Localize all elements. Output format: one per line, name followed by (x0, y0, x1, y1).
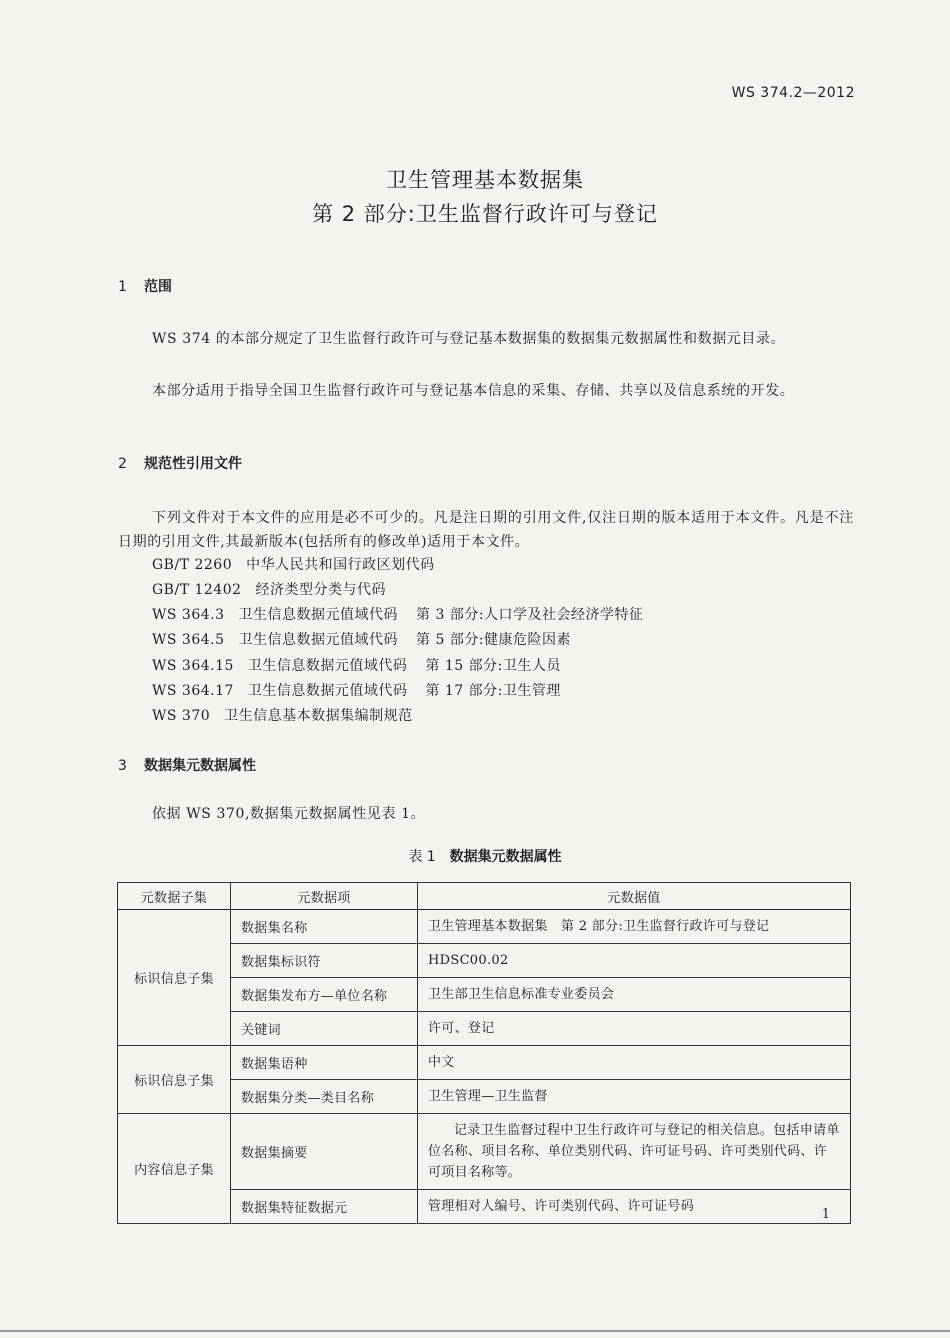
normative-reference (152, 554, 435, 574)
reference-code: GB/T 2260 (152, 557, 233, 573)
table-row (118, 1114, 851, 1190)
column-header: 元数据子集 (118, 883, 231, 910)
metadata-subset-cell: 标识信息子集 (118, 910, 231, 1046)
reference-title: 卫生信息基本数据集编制规范 (224, 708, 413, 724)
section-1-paragraph-2: 本部分适用于指导全国卫生监督行政许可与登记基本信息的采集、存储、共享以及信息系统的开发。 (152, 383, 795, 399)
normative-reference (152, 705, 413, 725)
document-subtitle: 第 2 部分:卫生监督行政许可与登记 (312, 202, 658, 226)
section-title: 规范性引用文件 (144, 456, 242, 472)
table-caption-text: 数据集元数据属性 (449, 849, 562, 865)
metadata-item-cell: 数据集标识符 (231, 944, 418, 978)
metadata-value-cell: 管理相对人编号、许可类别代码、许可证号码 (418, 1190, 851, 1224)
metadata-value-cell: 卫生管理基本数据集 第 2 部分:卫生监督行政许可与登记 (418, 910, 851, 944)
table-row (118, 1046, 851, 1080)
table-caption (0, 846, 950, 866)
reference-part: 第 15 部分:卫生人员 (425, 658, 561, 674)
column-header: 元数据值 (418, 883, 851, 910)
standard-code: WS 374.2—2012 (731, 85, 855, 101)
reference-part: 第 5 部分:健康危险因素 (416, 632, 572, 648)
column-header: 元数据项 (231, 883, 418, 910)
table-row (118, 910, 851, 944)
section-number: 3 (118, 758, 127, 774)
metadata-item-cell: 数据集特征数据元 (231, 1190, 418, 1224)
reference-code: WS 370 (152, 708, 211, 724)
section-2-heading (118, 453, 242, 473)
normative-reference (152, 655, 561, 675)
reference-code: WS 364.17 (152, 683, 234, 699)
reference-code: WS 364.3 (152, 607, 225, 623)
metadata-item-cell: 关键词 (231, 1012, 418, 1046)
table-header-row (118, 883, 851, 910)
metadata-item-cell: 数据集摘要 (231, 1114, 418, 1190)
section-3-heading (118, 755, 256, 775)
reference-title: 卫生信息数据元值域代码 (247, 658, 408, 674)
metadata-item-cell: 数据集分类—类目名称 (231, 1080, 418, 1114)
section-title: 数据集元数据属性 (144, 758, 256, 774)
document-title: 卫生管理基本数据集 (386, 168, 584, 192)
metadata-subset-cell: 标识信息子集 (118, 1046, 231, 1114)
reference-code: GB/T 12402 (152, 582, 242, 598)
section-1-paragraph-1: WS 374 的本部分规定了卫生监督行政许可与登记基本数据集的数据集元数据属性和数据元目录。 (152, 331, 786, 347)
section-title: 范围 (144, 279, 172, 295)
reference-title: 经济类型分类与代码 (255, 582, 387, 598)
section-3-paragraph: 依据 WS 370,数据集元数据属性见表 1。 (152, 806, 426, 822)
normative-reference (152, 629, 571, 649)
reference-part: 第 17 部分:卫生管理 (425, 683, 561, 699)
section-number: 2 (118, 456, 127, 472)
table-number: 表 1 (408, 849, 436, 865)
normative-reference (152, 680, 561, 700)
page-number: 1 (821, 1207, 830, 1222)
section-1-heading (118, 276, 172, 296)
reference-code: WS 364.15 (152, 658, 234, 674)
reference-part: 第 3 部分:人口学及社会经济学特征 (416, 607, 644, 623)
reference-title: 卫生信息数据元值域代码 (238, 607, 399, 623)
normative-reference (152, 579, 386, 599)
reference-code: WS 364.5 (152, 632, 225, 648)
section-number: 1 (118, 279, 127, 295)
section-2-paragraph: 下列文件对于本文件的应用是必不可少的。凡是注日期的引用文件,仅注日期的版本适用于本文件。凡是不注日期的引用文件,其最新版本(包括所有的修改单)适用于本文件。 (118, 510, 854, 550)
metadata-subset-cell: 内容信息子集 (118, 1114, 231, 1224)
metadata-value-cell: 卫生部卫生信息标准专业委员会 (418, 978, 851, 1012)
reference-title: 中华人民共和国行政区划代码 (246, 557, 435, 573)
metadata-value-cell: 许可、登记 (418, 1012, 851, 1046)
normative-reference (152, 604, 644, 624)
page-bottom-rule (0, 1330, 950, 1332)
metadata-item-cell: 数据集发布方—单位名称 (231, 978, 418, 1012)
metadata-value-cell: HDSC00.02 (418, 944, 851, 978)
metadata-value-cell: 中文 (418, 1046, 851, 1080)
reference-title: 卫生信息数据元值域代码 (238, 632, 399, 648)
metadata-value-cell: 卫生管理—卫生监督 (418, 1080, 851, 1114)
metadata-item-cell: 数据集名称 (231, 910, 418, 944)
metadata-value-cell: 记录卫生监督过程中卫生行政许可与登记的相关信息。包括申请单位名称、项目名称、单位类别代码、许可证号码、许可类别代码、许可项目名称等。 (418, 1114, 851, 1190)
metadata-table (117, 882, 851, 1224)
reference-title: 卫生信息数据元值域代码 (247, 683, 408, 699)
metadata-item-cell: 数据集语种 (231, 1046, 418, 1080)
